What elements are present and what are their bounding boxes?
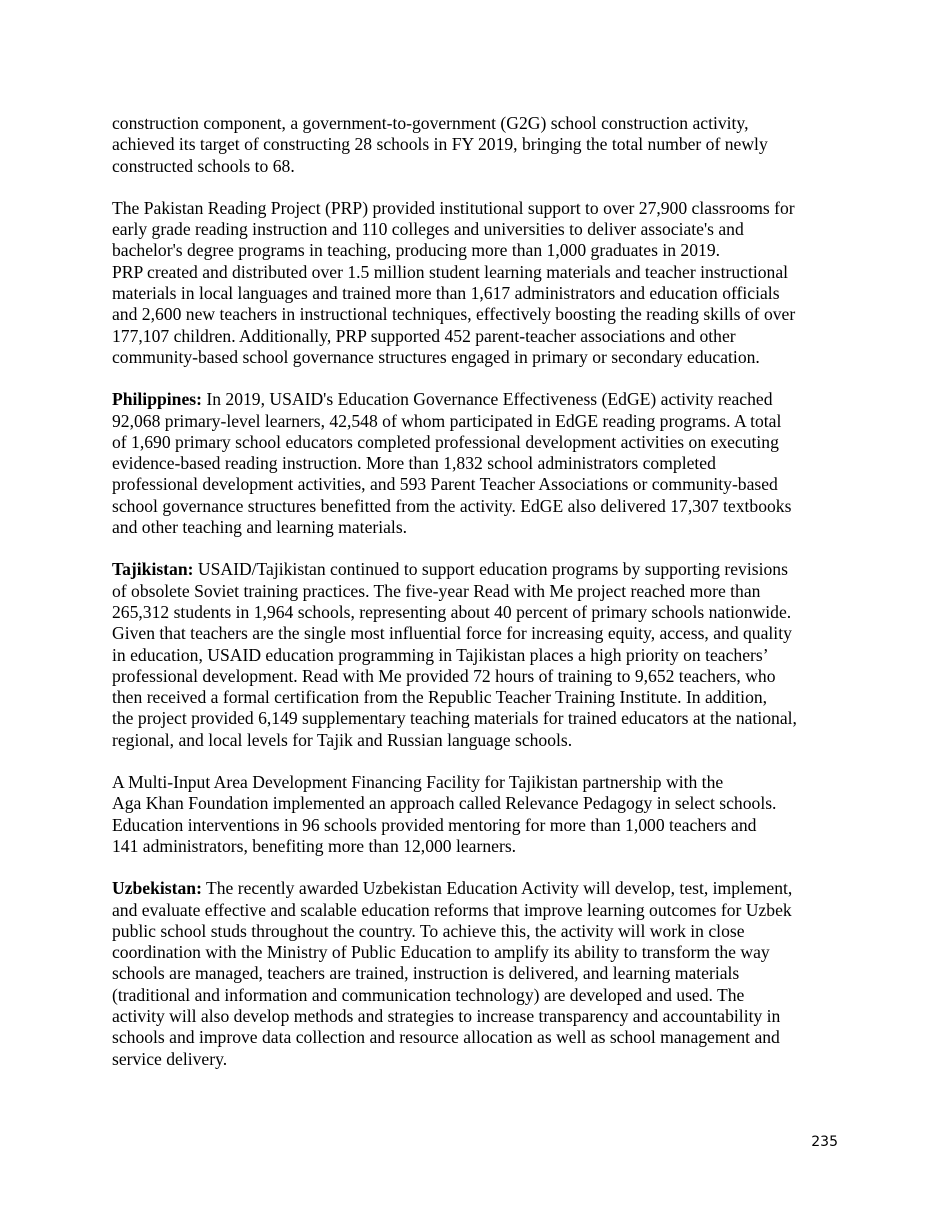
paragraph-text: The Pakistan Reading Project (PRP) provided institutional support to over 27,900 classrooms for early grade reading instruction and 110 colleges and universities to deliver associate's and bachelor's degree programs in teaching, producing more than 1,000 graduates in 2019. PRP created and distributed over 1.5 million student learning materials and teacher instructional materials in local languages and trained more than 1,617 administrators and education officials and 2,600 new teachers in instructional techniques, effectively boosting the reading skills of over 177,107 children. Additionally, PRP supported 452 parent-teacher associations and other community-based school governance structures engaged in primary or secondary education. (112, 197, 796, 367)
paragraph-text: In 2019, USAID's Education Governance Effectiveness (EdGE) activity reached 92,068 primary-level learners, 42,548 of whom participated in EdGE reading programs. A total of 1,690 primary school educators completed professional development activities on executing evidence-based reading instruction. More than 1,832 school administrators completed professional development activities, and 593 Parent Teacher Associations or community-based school governance structures benefitted from the activity. EdGE also delivered 17,307 textbooks and other teaching and learning materials. (112, 389, 792, 538)
paragraph-tajikistan (112, 559, 842, 751)
paragraph-g2g-construction (112, 113, 842, 177)
paragraph-text: The recently awarded Uzbekistan Education Activity will develop, test, implement, and evaluate effective and scalable education reforms that improve learning outcomes for Uzbek public school studs throughout the country. To achieve this, the activity will work in close coordination with the Ministry of Public Education to amplify its ability to transform the way schools are managed, teachers are trained, instruction is delivered, and learning materials (traditional and information and communication technology) are developed and used. The activity will also develop methods and strategies to increase transparency and accountability in schools and improve data collection and resource allocation as well as school management and service delivery. (112, 878, 793, 1069)
country-heading-tajikistan: Tajikistan: (112, 559, 194, 580)
paragraph-text: USAID/Tajikistan continued to support education programs by supporting revisions of obsolete Soviet training practices. The five-year Read with Me project reached more than 265,312 students in 1,964 schools, representing about 40 percent of primary schools nationwide. Given that teachers are the single most influential force for increasing equity, access, and quality in education, USAID education programming in Tajikistan places a high priority on teachers’ professional development. Read with Me provided 72 hours of training to 9,652 teachers, who then received a formal certification from the Republic Teacher Training Institute. In addition, the project provided 6,149 supplementary teaching materials for trained educators at the national, regional, and local levels for Tajik and Russian language schools. (112, 559, 797, 750)
paragraph-text: construction component, a government-to-government (G2G) school construction activity, achieved its target of constructing 28 schools in FY 2019, bringing the total number of newly constructed schools to 68. (112, 113, 768, 176)
country-heading-uzbekistan: Uzbekistan: (112, 878, 202, 899)
document-body (112, 113, 842, 1091)
paragraph-text: A Multi-Input Area Development Financing Facility for Tajikistan partnership with the Aga Khan Foundation implemented an approach called Relevance Pedagogy in select schools. Education interventions in 96 schools provided mentoring for more than 1,000 teachers and 141 administrators, benefiting more than 12,000 learners. (112, 772, 777, 856)
paragraph-pakistan-reading-project (112, 198, 842, 368)
country-heading-philippines: Philippines: (112, 389, 202, 410)
page-number: 235 (811, 1134, 838, 1150)
paragraph-aga-khan-foundation (112, 772, 842, 857)
paragraph-philippines (112, 389, 842, 538)
paragraph-uzbekistan (112, 878, 842, 1070)
